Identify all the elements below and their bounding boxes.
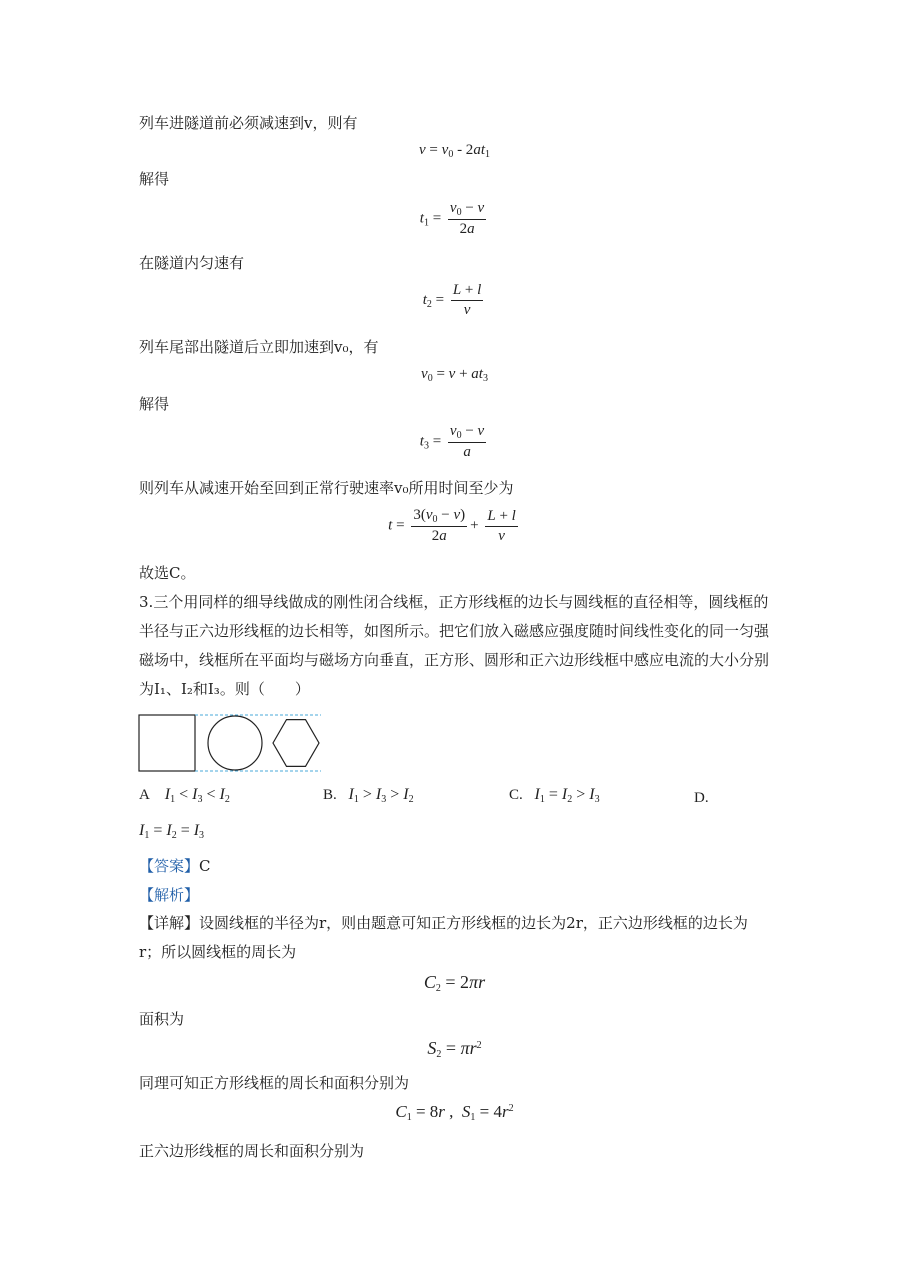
hexagon-frame [273, 720, 319, 767]
equation-c1-s1: $C_1 = 8r$ , $S_1 = 4r^2$ [395, 1102, 514, 1123]
text-line-total-time: 则列车从减速开始至回到正常行驶速率v₀所用时间至少为 [139, 479, 514, 497]
equation-total-t: t = $\frac{3(v_0 - v)}{2a}$ + $\frac{L + l}{v}$ [388, 507, 516, 544]
answer-value: C [199, 857, 211, 875]
equation-s2: $S_2 = \pi r^2$ [427, 1038, 482, 1060]
option-d[interactable]: D. [694, 790, 709, 806]
text-line-decelerate: 列车进隧道前必须减速到v，则有 [139, 114, 358, 132]
equation-t1: $t_1$ = $\frac{v_0 - v}{2a}$ [419, 200, 485, 237]
circle-frame [208, 716, 262, 770]
option-d-formula: $I_1 = I_2 = I_3$ [139, 822, 205, 841]
equation-c2: $C_2 = 2\pi r$ [423, 972, 486, 994]
figure-frames [137, 712, 322, 774]
question-3 [139, 588, 769, 704]
detail-paragraph: 【详解】设圆线框的半径为r，则由题意可知正方形线框的边长为2r，正六边形线框的边长为r；所以圆线框的周长为 [139, 914, 748, 961]
equation-v0: $v_0 = v + at_3$ [421, 366, 488, 384]
text-line-hexagon: 正六边形线框的周长和面积分别为 [139, 1142, 365, 1160]
square-frame [139, 715, 195, 771]
answer-label: 【答案】 [139, 857, 200, 875]
text-line-solve-2: 解得 [139, 395, 170, 413]
question-number: 3. [139, 593, 154, 611]
answer-line [139, 856, 211, 876]
analysis-label: 【解析】 [139, 886, 200, 904]
text-line-choose: 故选C。 [139, 564, 196, 582]
text-line-accelerate: 列车尾部出隧道后立即加速到v₀，有 [139, 338, 379, 356]
text-line-uniform: 在隧道内匀速有 [139, 254, 245, 272]
text-line-area: 面积为 [139, 1010, 185, 1028]
option-a[interactable]: A $I_1 < I_3 < I_2$ [139, 786, 230, 805]
text-line-square: 同理可知正方形线框的周长和面积分别为 [139, 1074, 410, 1092]
option-c[interactable]: C. $I_1 = I_2 > I_3$ [509, 786, 600, 805]
option-b[interactable]: B. $I_1 > I_3 > I_2$ [323, 786, 414, 805]
equation-t3: $t_3$ = $\frac{v_0 - v}{a}$ [419, 423, 485, 460]
question-text: 三个用同样的细导线做成的刚性闭合线框，正方形线框的边长与圆线框的直径相等，圆线框的半径与正六边形线框的边长相等，如图所示。把它们放入磁感应强度随时间线性变化的同一匀强磁场中，线框所在平面均与磁场方向垂直，正方形、圆形和正六边形线框中感应电流的大小分别为I₁、I₂和I₃。则（ ） [139, 593, 770, 698]
text-line-solve-1: 解得 [139, 170, 170, 188]
equation-t2: $t_2$ = $\frac{L + l}{v}$ [422, 282, 482, 318]
equation-v: $v = v_0 - 2at_1$ [419, 142, 490, 160]
